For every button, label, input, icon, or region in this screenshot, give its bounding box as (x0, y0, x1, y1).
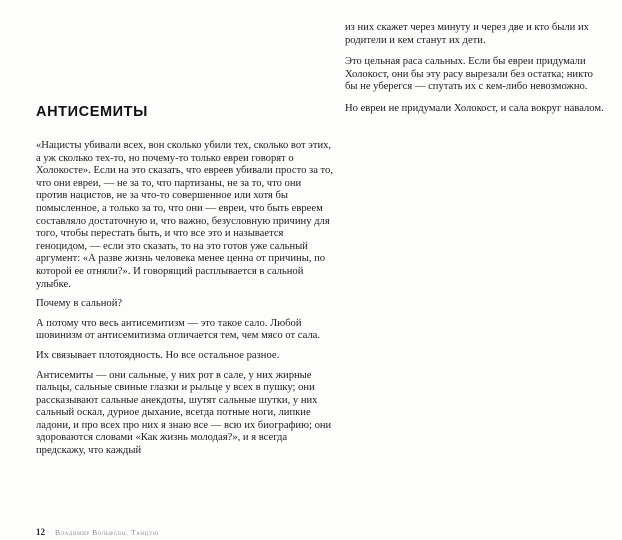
left-paragraph-3: А потому что весь антисемитизм — это такое сало. Любой шовинизм от антисемитизма отличается тем, чем мясо от сала. (36, 317, 321, 342)
right-paragraph-1: из них скажет через минуту и через две и кто были их родители и кем станут их дети. (345, 22, 589, 46)
running-title: Владимир Вольфсон. Танцую (55, 528, 159, 537)
left-page (36, 0, 333, 465)
right-paragraph-3: Но евреи не придумали Холокост, и сала вокруг навалом. (345, 102, 604, 114)
left-paragraph-2: Почему в сальной? (36, 298, 123, 310)
left-paragraph-5: Антисемиты — они сальные, у них рот в сале, у них жирные пальцы, сальные свиные глазки и рыльце у всех в пушку; они рассказывают сальные анекдоты, шутят сальные шутки, у них сальный оскал, дурное дыхание, всегда потные ноги, липкие ладони, и про всех про них я знаю все — всю их биографию; они здороваются словами «Как жизнь молодая?», и я всегда предскажу, что каждый (36, 369, 332, 457)
right-paragraph-2: Это цельная раса сальных. Если бы евреи придумали Холокост, они бы эту расу вырезали без остатка; никто бы не уберегся — спутать их с кем-либо невозможно. (345, 56, 593, 93)
left-paragraph-4: Их связывает плотоядность. Но все остальное разное. (36, 349, 280, 361)
chapter-title: АНТИСЕМИТЫ (36, 104, 148, 120)
right-page (345, 22, 607, 125)
left-paragraph-1: «Нацисты убивали всех, вон сколько убили тех, сколько вот этих, а уж сколько тех-то, но почему-то только евреи говорят о Холокосте». Если на это сказать, что евреев убивали просто за то, что они евреи, — не за то, что партизаны, не за то, что они против нацистов, не за что-то совершенное или хотя бы помысленное, а только за то, что они — евреи, что быть евреем составляло достаточную и, что важно, безусловную причину для того, чтобы перестать быть, и что все это и называется геноцидом, — если это сказать, то на это готов уже сальный аргумент: «А разве жизнь человека менее ценна от причины, по которой ее отняли?». И говорящий расплывается в сальной улыбке. (36, 140, 333, 290)
page-number: 12 (36, 527, 45, 537)
page-footer (36, 527, 159, 537)
